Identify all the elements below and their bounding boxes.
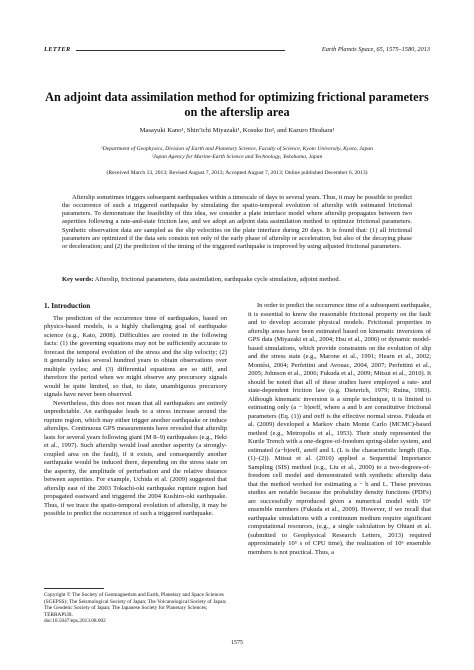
keywords (62, 276, 412, 284)
keywords-text: Afterslip, frictional parameters, data assimilation, earthquake cycle simulation, adjoint method. (94, 276, 341, 283)
abstract (62, 194, 412, 251)
abstract-text: Afterslip sometimes triggers subsequent earthquakes within a timescale of days to several years. Thus, it may be possible to predict the occurrence of such a triggered earthquake by simulating the spatio-temporal evolution of afterslip with estimated frictional parameters. To demonstrate the feasibility of this idea, we consider a plate interface model where afterslip propagates between two asperities following a rate-and-state friction law, and we adopt an adjoint data assimilation method to optimize frictional parameters. Synthetic observation data are sampled as the slip velocities on the plate interface during 20 days. It is found that: (1) all frictional parameters are optimized if the data sets consists not only of the early phase of afterslip or acceleration, but also of the decaying phase or deceleration; and (2) the prediction of the timing of the triggered earthquake is improved by using adjusted frictional parameters. (62, 194, 412, 250)
copyright-footnote (44, 588, 227, 618)
section-heading: 1. Introduction (44, 302, 91, 310)
article-type-label: LETTER (44, 46, 71, 53)
keywords-label: Key words: (62, 276, 94, 283)
affiliations (44, 145, 430, 161)
affiliation-2: ²Japan Agency for Marine-Earth Science and Technology, Yokohama, Japan (151, 154, 323, 160)
right-column (248, 302, 431, 557)
paper-title: An adjoint data assimilation method for optimizing frictional parameters on the afterslip area (45, 90, 429, 119)
affiliation-1: ¹Department of Geophysics, Division of Earth and Planetary Science, Faculty of Science, Kyoto University, Kyoto, Japan (101, 146, 373, 152)
paragraph: Nevertheless, this does not mean that all earthquakes are entirely unpredictable. An earthquake leads to a stress increase around the rupture region, which may either trigger another earthquake or induce afterslips. Continuous GPS measurements have revealed that afterslip lasts for several years following giant (M 8–9) earthquakes (e.g., Heki et al., 1997). Such afterslip would load another asperity (a strongly-coupled area on the fault), if it exists, and consequently another earthquake would be induced there, depending on the stress state on the asperity, the amplitude of perturbation and the relative distance between asperities. For example, Uchida et al. (2009) suggested that afterslip east of the 2003 Tokachi-oki earthquake rupture region had propagated eastward and triggered the 2004 Kushiro-oki earthquake. Thus, if we trace the spatio-temporal evolution of afterslip, it may be possible to predict the occurrence of such a triggered earthquake. (44, 399, 227, 517)
left-column (44, 302, 227, 519)
footnote-rule (44, 588, 104, 589)
copyright-text: Copyright © The Society of Geomagnetism and Earth, Planetary and Space Sciences (SGEPSS); The Seismological Society of Japan; The Volcanological Society of Japan; The Geodetic Society of Japan; The Japanese Society for Planetary Sciences; TERRAPUB. (44, 592, 227, 618)
journal-citation: Earth Planets Space, 65, 1575–1580, 2013 (321, 46, 430, 53)
page-number: 1575 (231, 640, 243, 646)
doi: doi:10.5047/eps.2013.08.002 (44, 618, 106, 624)
header-rule (76, 50, 285, 51)
paragraph: The prediction of the occurrence time of earthquakes, based on physics-based models, is a highly challenging goal of earthquake science (e.g., Kato, 2008). Difficulties are rooted in the following facts: (1) the governing equations may not be sufficiently accurate to forecast the temporal evolution of the stress and the slip velocity; (2) it generally takes several hundred years to obtain observations over multiple cycles; and (3) differential equations are so stiff, and therefore the period when we might observe any precursory signals would be quite limited, so that, to date, unambiguous precursory signals have never been observed. (44, 314, 227, 398)
received-dates: (Received March 13, 2013; Revised August 7, 2013; Accepted August 7, 2013; Online published December 6, 2013) (106, 170, 368, 176)
author-list: Masayuki Kano¹, Shin’ichi Miyazaki¹, Kosuke Ito², and Kazuro Hirahara¹ (139, 127, 335, 134)
paragraph: In order to predict the occurrence time of a subsequent earthquake, it is essential to know the reasonable frictional property on the fault and to develop accurate physical models. Frictional properties in afterslip areas have been estimated based on kinematic inversions of GPS data (Miyazaki et al., 2004; Hsu et al., 2006) or dynamic model-based simulations, which provide constraints on the evolution of slip and the stress state (e.g., Marone et al., 1991; Hearn et al., 2002; Montési, 2004; Perfettini and Avouac, 2004, 2007; Perfettini et al., 2005; Johnson et al., 2006; Fukuda et al., 2009; Mitsui et al., 2010). It should be noted that all of these studies have employed a rate- and state-dependent friction law (e.g. Dieterich, 1979; Ruina, 1983). Although kinematic inversion is a simple technique, it is limited to estimating only (a − b)σeff, where a and b are constitutive frictional parameters (Eq. (1)) and σeff is the effective normal stress. Fukuda et al. (2009) developed a Markov chain Monte Carlo (MCMC)-based method (e.g., Metropolis et al., 1953). Their study represented the Kurile Trench with a one-degree-of-freedom spring-slider system, and estimated (a−b)σeff, aσeff and L (L is the characteristic length (Eqs. (1)–(2)). Mitsui et al. (2010) applied a Sequential Importance Sampling (SIS) method (e.g., Liu et al., 2000) to a two-degrees-of-freedom cell model and demonstrated with synthetic afterslip data that the method worked for estimating a − b and L. These previous studies are notable because the probability density functions (PDFs) are successfully reproduced given a numerical model with 10⁶ ensemble members (Fukuda et al., 2009). However, if we recall that earthquake simulations with a continuum medium require significant computational resources, (e.g., a single calculation by Ohtani et al. (submitted to Geophysical Research Letters, 2013) required approximately 10⁵ s of CPU time), the realization of 10⁶ ensemble members is not practical. Thus, a (248, 302, 431, 556)
